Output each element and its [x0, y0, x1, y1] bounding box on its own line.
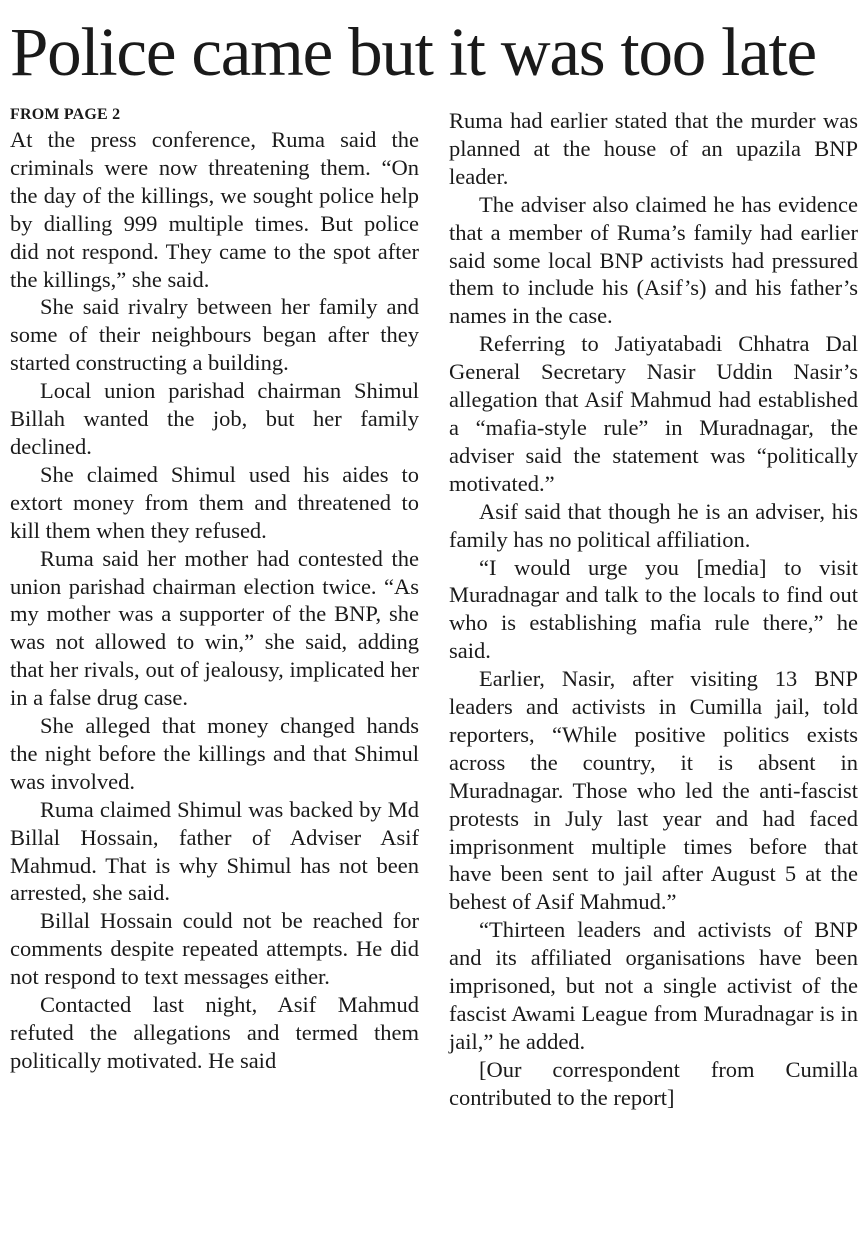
paragraph: “I would urge you [media] to visit Muradnagar and talk to the locals to find out who is establishing mafia rule there,” he said.	[449, 554, 858, 664]
paragraph: She alleged that money changed hands the night before the killings and that Shimul was involved.	[10, 713, 419, 794]
paragraph: Asif said that though he is an adviser, his family has no political affiliation.	[449, 498, 858, 552]
paragraph: At the press conference, Ruma said the criminals were now threatening them. “On the day of the killings, we sought police help by dialling 999 multiple times. But police did not respond. They came to the spot after the killings,” she said.	[10, 127, 419, 292]
paragraph: Ruma had earlier stated that the murder was planned at the house of an upazila BNP leader.	[449, 108, 858, 189]
article-column-left	[10, 106, 419, 1075]
article-column-right	[449, 107, 858, 1112]
paragraph: Referring to Jatiyatabadi Chhatra Dal General Secretary Nasir Uddin Nasir’s allegation that Asif Mahmud had established a “mafia-style rule” in Muradnagar, the adviser said the statement was “politically motivated.”	[449, 331, 858, 496]
paragraph: Ruma claimed Shimul was backed by Md Billal Hossain, father of Adviser Asif Mahmud. That is why Shimul has not been arrested, she said.	[10, 796, 419, 906]
paragraph: The adviser also claimed he has evidence that a member of Ruma’s family had earlier said some local BNP activists had pressured them to include his (Asif’s) and his father’s names in the case.	[449, 191, 858, 329]
paragraph: She said rivalry between her family and some of their neighbours began after they started constructing a building.	[10, 294, 419, 376]
paragraph: “Thirteen leaders and activists of BNP and its affiliated organisations have been imprisoned, but not a single activist of the fascist Awami League from Muradnagar is in jail,” he added.	[449, 917, 858, 1054]
paragraph: Billal Hossain could not be reached for comments despite repeated attempts. He did not respond to text messages either.	[10, 908, 419, 990]
paragraph: Local union parishad chairman Shimul Billah wanted the job, but her family declined.	[10, 378, 419, 459]
continuation-kicker: FROM PAGE 2	[10, 106, 121, 123]
paragraph: She claimed Shimul used his aides to extort money from them and threatened to kill them when they refused.	[10, 461, 419, 543]
headline: Police came but it was too late	[10, 14, 816, 90]
paragraph: Contacted last night, Asif Mahmud refuted the allegations and termed them politically motivated. He said	[10, 992, 419, 1073]
paragraph: Ruma said her mother had contested the union parishad chairman election twice. “As my mother was a supporter of the BNP, she was not allowed to win,” she said, adding that her rivals, out of jealousy, implicated her in a false drug case.	[10, 545, 419, 711]
paragraph: Earlier, Nasir, after visiting 13 BNP leaders and activists in Cumilla jail, told reporters, “While positive politics exists across the country, it is absent in Muradnagar. Those who led the anti-fascist protests in July last year and had faced imprisonment multiple times before that have been sent to jail after August 5 at the behest of Asif Mahmud.”	[449, 666, 858, 915]
paragraph: [Our correspondent from Cumilla contributed to the report]	[449, 1056, 858, 1110]
